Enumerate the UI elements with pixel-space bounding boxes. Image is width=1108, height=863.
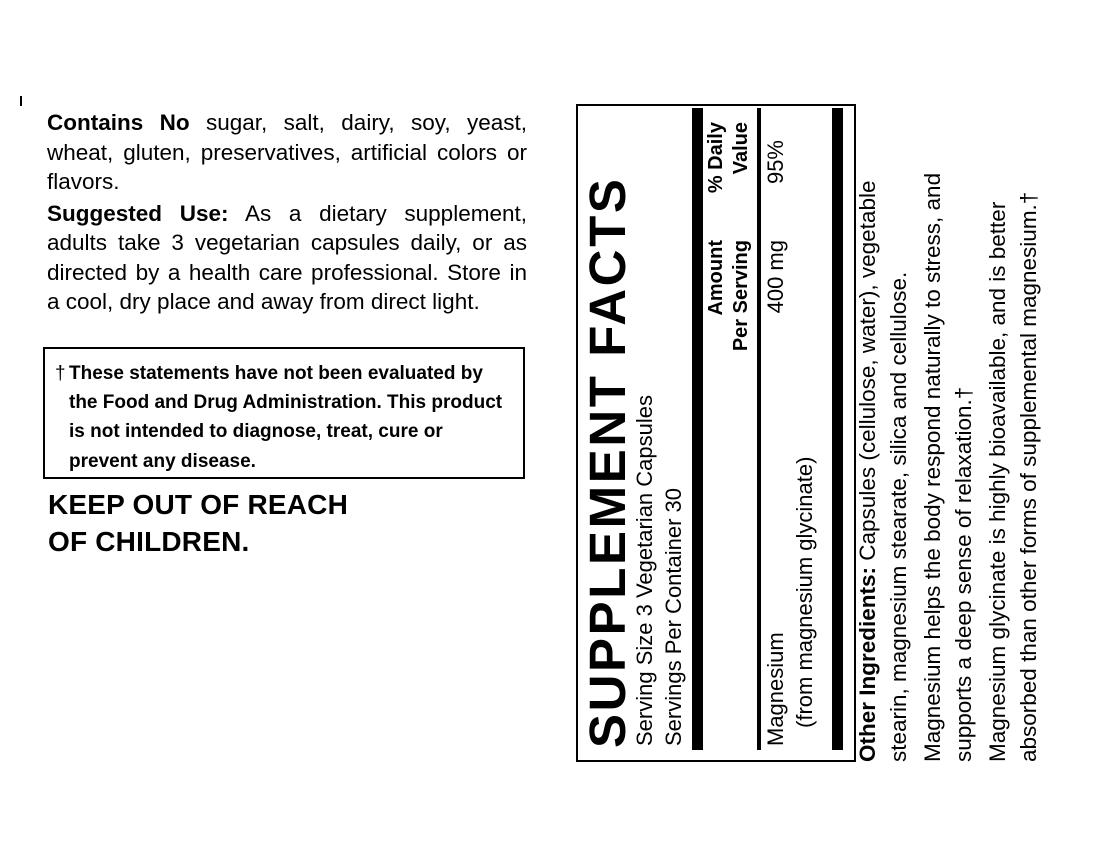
daily-value-header: [704, 122, 754, 240]
fda-disclaimer-box: [43, 347, 525, 479]
nutrient-source: (from magnesium glycinate): [792, 456, 817, 728]
other-ingredients-paragraph: [852, 102, 914, 762]
magnesium-claim-paragraph: [917, 102, 979, 762]
serving-size: Serving Size 3 Vegetarian Capsules: [632, 395, 657, 746]
contains-no-paragraph: [47, 108, 527, 197]
glycinate-claim-paragraph: [982, 102, 1044, 762]
suggested-use-label: Suggested Use:: [47, 200, 229, 226]
facts-divider-bottom: [832, 108, 843, 750]
contains-no-label: Contains No: [47, 110, 190, 135]
amount-header-line-2: Per Serving: [730, 240, 752, 352]
servings-per-container: Servings Per Container 30: [661, 487, 686, 746]
supplement-facts-panel: [576, 104, 856, 762]
serving-info: [630, 395, 688, 746]
daily-value-header-line-2: Value: [730, 122, 752, 175]
nutrient-name: Magnesium: [763, 632, 788, 746]
facts-divider-thick: [692, 108, 703, 750]
amount-per-serving-header: [704, 240, 754, 380]
other-ingredients-label: Other Ingredients:: [855, 566, 880, 762]
magnesium-claim-line-1: Magnesium helps the body respond naturally to stress, and: [920, 172, 945, 762]
daily-value-header-line-1: % Daily: [705, 122, 727, 194]
suggested-use-text: As a dietary supplement, adults take 3 vegetarian capsules daily, or as directed by a health care professional. Store in a cool, dry place and away from direct light.: [47, 200, 527, 314]
crop-mark: [20, 96, 22, 106]
other-ingredients-line-1: Capsules (cellulose, water), vegetable: [855, 180, 880, 567]
contains-no-text: sugar, salt, dairy, soy, yeast, wheat, gluten, preservatives, artificial colors or flavors.: [47, 110, 527, 194]
dagger-symbol: †: [55, 363, 66, 384]
supplement-facts-rotated-section: [576, 103, 1046, 762]
label-left-column: [47, 108, 527, 317]
child-warning-line-2: OF CHILDREN.: [48, 525, 250, 557]
glycinate-claim-line-2: absorbed than other forms of supplemental magnesium.†: [1016, 191, 1041, 762]
magnesium-claim-line-2: supports a deep sense of relaxation.†: [951, 386, 976, 762]
glycinate-claim-line-1: Magnesium glycinate is highly bioavailable, and is better: [985, 201, 1010, 762]
nutrient-amount: 400 mg: [763, 240, 788, 314]
child-warning-line-1: KEEP OUT OF REACH: [48, 489, 349, 520]
supplement-facts-title: SUPPLEMENT FACTS: [579, 176, 636, 748]
child-warning: [48, 487, 348, 560]
facts-footer-text: [852, 102, 1047, 762]
suggested-use-paragraph: [47, 199, 527, 317]
amount-header-line-1: Amount: [705, 240, 727, 316]
nutrient-daily-value: 95%: [763, 140, 788, 185]
other-ingredients-line-2: stearin, magnesium stearate, silica and cellulose.: [886, 271, 911, 762]
fda-disclaimer-text: These statements have not been evaluated by the Food and Drug Administration. This product is not intended to diagnose, treat, cure or prevent any disease.: [69, 363, 503, 472]
